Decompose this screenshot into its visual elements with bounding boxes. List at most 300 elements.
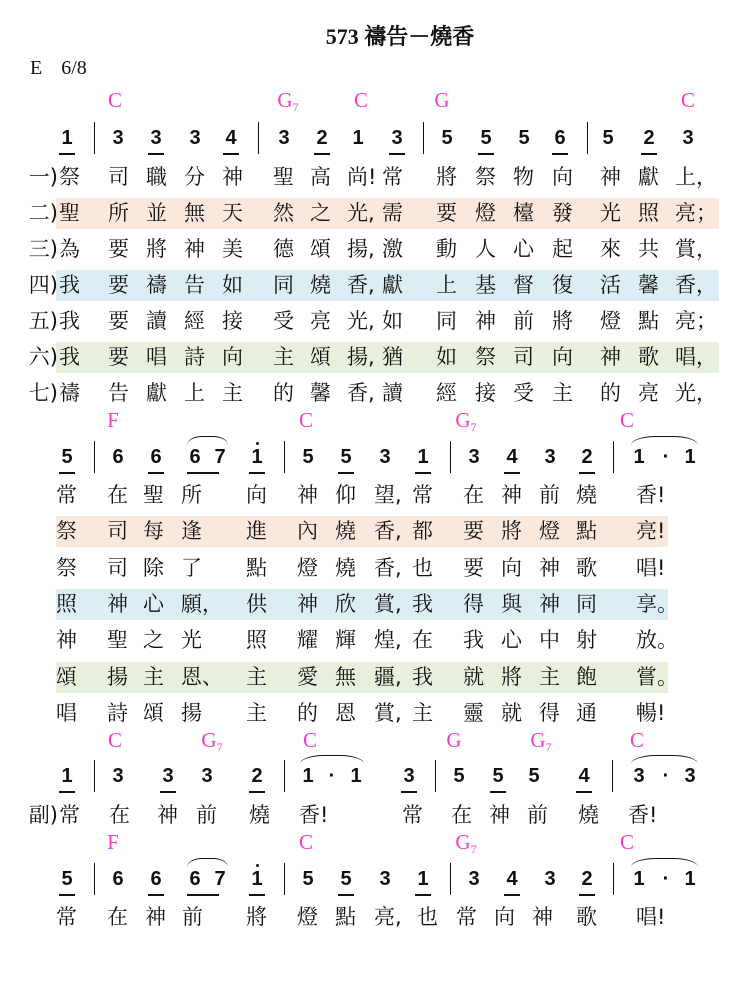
lyric-syllable: 照 <box>246 628 267 653</box>
note: 4 <box>502 867 522 891</box>
chord-symbol <box>107 408 119 433</box>
note: 4 <box>502 445 522 469</box>
lyric-syllable: 活 <box>600 273 621 297</box>
lyric-syllable: 我 <box>59 345 80 369</box>
chord-symbol <box>107 830 119 855</box>
barline <box>94 441 95 473</box>
tie-arc <box>631 436 698 445</box>
lyric-syllable: 光， <box>675 381 717 405</box>
chord-root: C <box>298 408 314 432</box>
chord-root: C <box>298 830 314 854</box>
verse-label: 二) <box>28 201 58 225</box>
lyric-syllable: 也 <box>417 905 438 929</box>
note: 5 <box>336 867 356 891</box>
lyric-syllable: 所 <box>108 201 129 225</box>
note: 3 <box>544 868 556 890</box>
chord-extension: 7 <box>216 740 223 754</box>
lyric-syllable: 激 <box>382 237 403 261</box>
note: 5 <box>336 445 356 469</box>
lyric-syllable: 燈 <box>297 905 318 929</box>
chord-root: G <box>530 728 546 752</box>
note: 3 <box>278 127 290 149</box>
verse-label: 七) <box>28 381 58 405</box>
lyric-syllable: 聖 <box>273 165 294 189</box>
barline <box>613 441 614 473</box>
note: 2 <box>639 126 659 150</box>
lyric-syllable: 禱 <box>59 381 80 405</box>
key-and-time-signature: E 6/8 <box>30 57 87 79</box>
lyric-syllable: 香! <box>636 483 666 507</box>
lyric-syllable: 上， <box>675 165 717 189</box>
lyric-syllable: 在 <box>412 628 433 653</box>
lyric-syllable: 煌, <box>374 628 402 653</box>
lyric-syllable: 神 <box>475 309 496 333</box>
lyric-syllable: 檯 <box>513 201 534 225</box>
lyric-syllable: 香, <box>347 381 375 405</box>
lyric-syllable: 香, <box>347 273 375 297</box>
lyric-syllable: 香, <box>374 555 402 580</box>
lyric-syllable: 神 <box>184 237 205 261</box>
verse-label: 五) <box>28 309 58 333</box>
note: 6 <box>112 868 124 890</box>
chord-root: C <box>302 728 318 752</box>
note: 6 <box>185 867 205 891</box>
note: 3 <box>158 764 178 788</box>
note: 5 <box>57 445 77 469</box>
lyric-syllable: 每 <box>143 519 164 544</box>
note: 1 <box>413 867 433 891</box>
chord-symbol <box>620 830 634 855</box>
lyric-syllable: 我 <box>412 664 433 689</box>
lyric-syllable: 讀 <box>382 381 403 405</box>
lyric-syllable: 常 <box>402 803 423 827</box>
duration-dot: · <box>662 868 670 890</box>
lyric-syllable: 耀 <box>297 628 318 653</box>
lyric-syllable: 神 <box>539 591 560 616</box>
note: 7 <box>214 446 226 468</box>
lyric-syllable: 進 <box>246 519 267 544</box>
duration-dot: · <box>662 765 670 787</box>
barline <box>435 760 436 792</box>
chord-symbol <box>108 88 122 113</box>
lyric-syllable: 我 <box>59 273 80 297</box>
lyric-syllable: 常 <box>59 803 80 827</box>
lyric-syllable: 燈 <box>539 519 560 544</box>
lyric-syllable: 向 <box>494 905 515 929</box>
chord-root: G <box>277 88 293 112</box>
note: 3 <box>387 126 407 150</box>
lyric-syllable: 來 <box>600 237 621 261</box>
lyric-syllable: 疆, <box>374 664 402 689</box>
lyric-syllable: 經 <box>184 309 205 333</box>
lyric-syllable: 輝 <box>335 628 356 653</box>
chord-extension: 7 <box>545 740 552 754</box>
lyric-syllable: 頌 <box>310 237 331 261</box>
lyric-syllable: 頌 <box>143 700 164 725</box>
lyric-syllable: 所 <box>181 483 202 507</box>
lyric-syllable: 並 <box>146 201 167 225</box>
lyric-syllable: 高 <box>310 165 331 189</box>
lyric-syllable: 香! <box>299 803 329 827</box>
chord-symbol <box>303 728 317 753</box>
lyric-syllable: 獻 <box>638 165 659 189</box>
lyric-syllable: 神 <box>501 483 522 507</box>
barline <box>94 863 95 895</box>
barline <box>612 760 613 792</box>
lyric-syllable: 唱! <box>636 905 666 929</box>
barline <box>94 760 95 792</box>
lyric-syllable: 將 <box>246 905 267 929</box>
lyric-syllable: 向 <box>501 555 522 580</box>
lyric-syllable: 賞， <box>675 237 717 261</box>
lyric-syllable: 同 <box>273 273 294 297</box>
barline <box>284 760 285 792</box>
chord-root: F <box>107 830 119 854</box>
chord-symbol <box>434 88 449 113</box>
lyric-syllable: 前 <box>182 905 203 929</box>
note: 5 <box>528 765 540 787</box>
lyric-syllable: 主 <box>552 381 573 405</box>
lyric-syllable: 點 <box>246 555 267 580</box>
chord-symbol <box>354 88 368 113</box>
lyric-syllable: 上 <box>184 381 205 405</box>
lyric-syllable: 恩 <box>335 700 356 725</box>
lyric-syllable: 的 <box>600 381 621 405</box>
lyric-syllable: 神 <box>56 628 77 653</box>
lyric-syllable: 動 <box>436 237 457 261</box>
lyric-syllable: 要 <box>463 555 484 580</box>
chord-extension: 7 <box>292 100 299 114</box>
note: 6 <box>146 445 166 469</box>
lyric-syllable: 分 <box>184 165 205 189</box>
chord-symbol <box>201 728 222 755</box>
lyric-syllable: 光 <box>600 201 621 225</box>
lyric-syllable: 揚 <box>181 700 202 725</box>
lyric-syllable: 尚! <box>347 165 377 189</box>
lyric-syllable: 獻 <box>382 273 403 297</box>
note: 1 <box>247 445 267 469</box>
lyric-syllable: 詩 <box>107 700 128 725</box>
lyric-syllable: 亮 <box>310 309 331 333</box>
lyric-syllable: 燈 <box>297 555 318 580</box>
lyric-syllable: 無 <box>335 664 356 689</box>
lyric-syllable: 神 <box>157 803 178 827</box>
lyric-syllable: 欣 <box>335 591 356 616</box>
note: 3 <box>682 127 694 149</box>
lyric-syllable: 復 <box>552 273 573 297</box>
lyric-syllable: 物 <box>513 165 534 189</box>
chord-extension: 7 <box>470 420 477 434</box>
note: 3 <box>189 127 201 149</box>
lyric-syllable: 禱 <box>146 273 167 297</box>
chord-symbol <box>530 728 551 755</box>
chord-symbol <box>299 408 313 433</box>
lyric-syllable: 就 <box>463 664 484 689</box>
chord-root: F <box>107 408 119 432</box>
barline <box>94 122 95 154</box>
chord-root: G <box>446 728 462 752</box>
lyric-syllable: 在 <box>463 483 484 507</box>
lyric-syllable: 要 <box>436 201 457 225</box>
chord-root: G <box>434 88 450 112</box>
lyric-syllable: 司 <box>513 345 534 369</box>
lyric-syllable: 我 <box>412 591 433 616</box>
lyric-syllable: 神 <box>489 803 510 827</box>
note: 6 <box>185 445 205 469</box>
lyric-syllable: 同 <box>576 591 597 616</box>
lyric-syllable: 要 <box>108 237 129 261</box>
lyric-syllable: 祭 <box>475 345 496 369</box>
lyric-syllable: 都 <box>412 519 433 544</box>
barline <box>284 441 285 473</box>
lyric-syllable: 香! <box>628 803 658 827</box>
note: 3 <box>633 765 645 787</box>
note: 1 <box>413 445 433 469</box>
lyric-syllable: 將 <box>436 165 457 189</box>
lyric-syllable: 心 <box>143 591 164 616</box>
lyric-syllable: 了 <box>181 555 202 580</box>
note: 1 <box>247 867 267 891</box>
lyric-syllable: 向 <box>222 345 243 369</box>
lyric-syllable: 神 <box>222 165 243 189</box>
barline <box>450 863 451 895</box>
lyric-syllable: 神 <box>145 905 166 929</box>
note: 1 <box>684 868 696 890</box>
lyric-syllable: 亮! <box>636 519 666 544</box>
lyric-syllable: 在 <box>107 483 128 507</box>
lyric-syllable: 恩、 <box>181 664 223 689</box>
lyric-syllable: 向 <box>246 483 267 507</box>
lyric-syllable: 如 <box>222 273 243 297</box>
lyric-syllable: 神 <box>297 483 318 507</box>
lyric-syllable: 神 <box>600 165 621 189</box>
lyric-syllable: 主 <box>143 664 164 689</box>
lyric-syllable: 唱， <box>675 345 717 369</box>
lyric-syllable: 燒 <box>335 555 356 580</box>
chord-root: C <box>680 88 696 112</box>
lyric-syllable: 常 <box>456 905 477 929</box>
lyric-syllable: 主 <box>246 700 267 725</box>
lyric-syllable: 受 <box>273 309 294 333</box>
lyric-syllable: 中 <box>539 628 560 653</box>
lyric-syllable: 美 <box>222 237 243 261</box>
lyric-syllable: 天 <box>222 201 243 225</box>
barline <box>587 122 588 154</box>
verse-label: 一) <box>28 165 58 189</box>
note: 5 <box>57 867 77 891</box>
lyric-syllable: 頌 <box>310 345 331 369</box>
lyric-syllable: 神 <box>532 905 553 929</box>
note: 1 <box>350 765 362 787</box>
chord-root: C <box>107 728 123 752</box>
lyric-syllable: 也 <box>412 555 433 580</box>
lyric-syllable: 通 <box>576 700 597 725</box>
lyric-syllable: 燒 <box>335 519 356 544</box>
barline <box>613 863 614 895</box>
lyric-syllable: 心 <box>513 237 534 261</box>
chord-symbol <box>108 728 122 753</box>
lyric-syllable: 亮, <box>374 905 402 929</box>
lyric-syllable: 要 <box>108 345 129 369</box>
lyric-syllable: 馨 <box>310 381 331 405</box>
note: 7 <box>214 868 226 890</box>
lyric-syllable: 共 <box>638 237 659 261</box>
note: 5 <box>476 126 496 150</box>
lyric-syllable: 主 <box>412 700 433 725</box>
lyric-syllable: 發 <box>552 201 573 225</box>
lyric-syllable: 要 <box>108 309 129 333</box>
lyric-syllable: 我 <box>463 628 484 653</box>
lyric-syllable: 告 <box>108 381 129 405</box>
lyric-syllable: 香, <box>374 519 402 544</box>
note: 5 <box>302 868 314 890</box>
lyric-syllable: 同 <box>436 309 457 333</box>
note: 4 <box>221 126 241 150</box>
lyric-syllable: 如 <box>382 309 403 333</box>
note: 2 <box>577 867 597 891</box>
chord-root: C <box>629 728 645 752</box>
lyric-syllable: 祭 <box>56 555 77 580</box>
lyric-syllable: 光, <box>347 201 375 225</box>
note: 5 <box>441 127 453 149</box>
lyric-syllable: 愛 <box>297 664 318 689</box>
note: 1 <box>352 127 364 149</box>
lyric-syllable: 賞, <box>374 591 402 616</box>
note: 3 <box>112 765 124 787</box>
lyric-syllable: 將 <box>552 309 573 333</box>
lyric-syllable: 經 <box>436 381 457 405</box>
lyric-syllable: 前 <box>513 309 534 333</box>
note: 1 <box>633 868 645 890</box>
note: 2 <box>577 445 597 469</box>
lyric-syllable: 主 <box>246 664 267 689</box>
lyric-syllable: 賞, <box>374 700 402 725</box>
lyric-syllable: 起 <box>552 237 573 261</box>
lyric-syllable: 望, <box>374 483 402 507</box>
chord-symbol <box>299 830 313 855</box>
lyric-syllable: 照 <box>56 591 77 616</box>
chord-root: C <box>619 830 635 854</box>
note: 5 <box>453 765 465 787</box>
lyric-syllable: 祭 <box>475 165 496 189</box>
note: 5 <box>518 127 530 149</box>
lyric-syllable: 在 <box>107 905 128 929</box>
lyric-syllable: 在 <box>109 803 130 827</box>
lyric-syllable: 歌 <box>638 345 659 369</box>
lyric-syllable: 猶 <box>382 345 403 369</box>
lyric-syllable: 馨 <box>638 273 659 297</box>
lyric-syllable: 燒 <box>310 273 331 297</box>
note: 1 <box>57 764 77 788</box>
lyric-syllable: 燈 <box>475 201 496 225</box>
lyric-syllable: 逢 <box>181 519 202 544</box>
lyric-syllable: 的 <box>273 381 294 405</box>
lyric-syllable: 上 <box>436 273 457 297</box>
hymn-title: 573 禱告－燒香 <box>325 24 475 49</box>
barline <box>258 122 259 154</box>
lyric-syllable: 點 <box>335 905 356 929</box>
note: 3 <box>684 765 696 787</box>
note: 3 <box>201 765 213 787</box>
lyric-syllable: 光 <box>181 628 202 653</box>
lyric-syllable: 射 <box>576 628 597 653</box>
lyric-syllable: 職 <box>146 165 167 189</box>
lyric-syllable: 獻 <box>146 381 167 405</box>
barline <box>284 863 285 895</box>
lyric-syllable: 唱! <box>636 555 666 580</box>
chord-root: G <box>455 830 471 854</box>
note: 2 <box>247 764 267 788</box>
note: 1 <box>684 446 696 468</box>
lyric-syllable: 香， <box>675 273 717 297</box>
note: 5 <box>488 764 508 788</box>
lyric-syllable: 主 <box>222 381 243 405</box>
barline <box>450 441 451 473</box>
lyric-syllable: 基 <box>475 273 496 297</box>
lyric-syllable: 在 <box>451 803 472 827</box>
verse-label: 副) <box>28 803 58 827</box>
lyric-syllable: 常 <box>412 483 433 507</box>
verse-label: 四) <box>28 273 58 297</box>
lyric-syllable: 無 <box>184 201 205 225</box>
lyric-syllable: 飽 <box>576 664 597 689</box>
lyric-syllable: 享。 <box>636 591 678 616</box>
lyric-syllable: 接 <box>475 381 496 405</box>
chord-extension: 7 <box>470 842 477 856</box>
verse-label: 三) <box>28 237 58 261</box>
tie-arc <box>187 858 228 867</box>
lyric-syllable: 要 <box>463 519 484 544</box>
lyric-syllable: 頌 <box>56 664 77 689</box>
lyric-syllable: 祭 <box>59 165 80 189</box>
lyric-syllable: 常 <box>56 905 77 929</box>
lyric-syllable: 前 <box>539 483 560 507</box>
lyric-syllable: 揚 <box>107 664 128 689</box>
chord-root: G <box>201 728 217 752</box>
note: 3 <box>146 126 166 150</box>
lyric-syllable: 如 <box>436 345 457 369</box>
lyric-syllable: 揚, <box>347 237 375 261</box>
lyric-syllable: 願， <box>181 591 223 616</box>
lyric-syllable: 嘗。 <box>636 664 678 689</box>
lyric-syllable: 亮； <box>675 309 717 333</box>
note: 1 <box>302 765 314 787</box>
lyric-syllable: 主 <box>539 664 560 689</box>
lyric-syllable: 然 <box>273 201 294 225</box>
note: 3 <box>112 127 124 149</box>
lyric-syllable: 受 <box>513 381 534 405</box>
lyric-syllable: 供 <box>246 591 267 616</box>
lyric-syllable: 歌 <box>576 555 597 580</box>
lyric-syllable: 靈 <box>463 700 484 725</box>
lyric-syllable: 讀 <box>146 309 167 333</box>
lyric-syllable: 亮 <box>638 381 659 405</box>
lyric-syllable: 前 <box>196 803 217 827</box>
lyric-syllable: 燒 <box>578 803 599 827</box>
lyric-syllable: 亮； <box>675 201 717 225</box>
lyric-syllable: 得 <box>539 700 560 725</box>
lyric-syllable: 暢! <box>636 700 666 725</box>
note: 4 <box>574 764 594 788</box>
lyric-syllable: 就 <box>501 700 522 725</box>
lyric-syllable: 歌 <box>576 905 597 929</box>
lyric-syllable: 人 <box>475 237 496 261</box>
lyric-syllable: 燒 <box>576 483 597 507</box>
lyric-syllable: 接 <box>222 309 243 333</box>
chord-symbol <box>455 408 476 435</box>
lyric-syllable: 為 <box>59 237 80 261</box>
lyric-syllable: 內 <box>297 519 318 544</box>
